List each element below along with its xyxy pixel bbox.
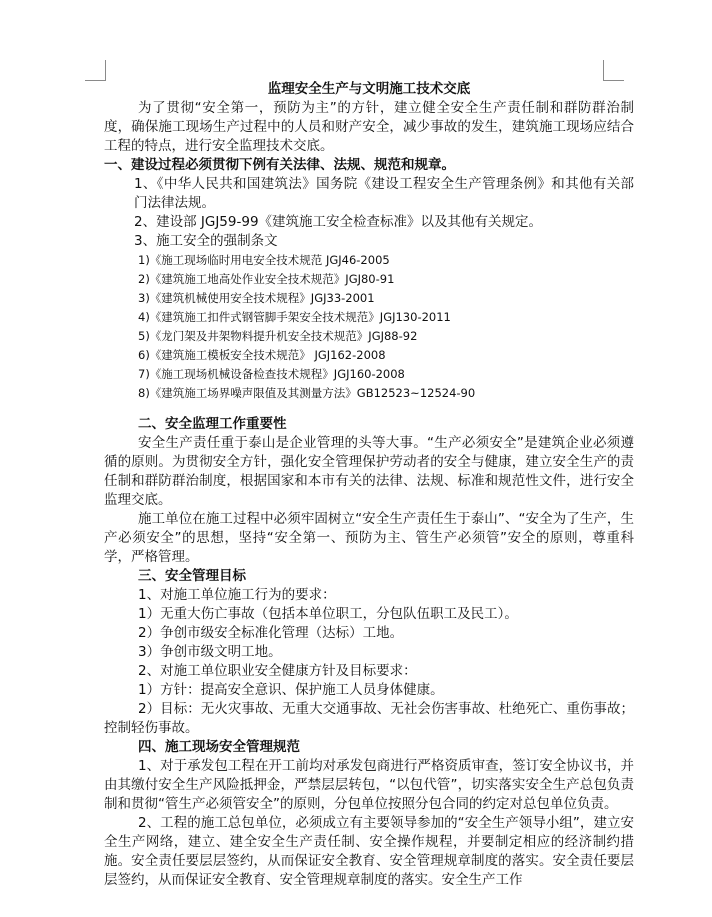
section1-heading: 一、建设过程必须贯彻下例有关法律、法规、规范和规章。 [104,157,455,173]
page-corner-mark-top-right [603,60,624,81]
standard-item: 6)《建筑施工模板安全技术规范》 JGJ162-2008 [138,348,386,362]
section2-heading: 二、安全监理工作重要性 [138,416,287,432]
intro-paragraph: 为了贯彻“安全第一，预防为主”的方针，建立健全安全生产责任制和群防群治制度，确保施工现场生产过程中的人员和财产安全，减少事故的发生，建筑施工现场应结合工程的特点，进行安全监理技术交底。 [104,100,634,154]
section1-paragraph-1: 1、《中华人民共和国建筑法》国务院《建设工程安全生产管理条例》和其他有关部门法律法规。 [134,176,634,211]
page-corner-mark-top-left [85,60,106,81]
section4-paragraph-2: 2、工程的施工总包单位，必须成立有主要领导参加的“安全生产领导小组”，建立安全生产网络，建立、建全安全生产责任制、安全操作规程，并要制定相应的经济制约措施。安全责任要层层签约，从而保证安全教育、安全管理规章制度的落实。安全责任要层层签约，从而保证安全教育、安全管理规章制度的落实。安全生产工作 [104,815,634,888]
standard-item: 8)《建筑施工场界噪声限值及其测量方法》GB12523~12524-90 [138,386,476,400]
document-body [104,80,634,890]
section3-line: 2、对施工单位职业安全健康方针及目标要求： [138,663,417,679]
section2-paragraph-1: 安全生产责任重于泰山是企业管理的头等大事。“生产必须安全”是建筑企业必须遵循的原则。为贯彻安全方针，强化安全管理保护劳动者的安全与健康，建立安全生产的责任制和群防群治制度，根据国家和本市有关的法律、法规、标准和规范性文件，进行安全监理交底。 [104,435,634,508]
standard-item: 5)《龙门架及井架物料提升机安全技术规范》JGJ88-92 [138,329,418,343]
standard-item: 1)《施工现场临时用电安全技术规范 JGJ46-2005 [138,253,390,267]
section3-line: 1）无重大伤亡事故（包括本单位职工，分包队伍职工及民工）。 [138,606,518,622]
standard-item: 2)《建筑施工地高处作业安全技术规范》JGJ80-91 [138,272,395,286]
section3-line: 3）争创市级文明工地。 [138,644,282,660]
section1-paragraph-3: 3、施工安全的强制条文 [134,233,278,249]
section3-line-goal: 2）目标：无火灾事故、无重大交通事故、无社会伤害事故、杜绝死亡、重伤事故；控制轻伤事故。 [104,701,634,736]
document-title: 监理安全生产与文明施工技术交底 [267,81,471,97]
section3-line: 1、对施工单位施工行为的要求： [138,587,336,603]
blank-line [104,403,634,415]
standard-item: 7)《施工现场机械设备检查技术规程》JGJ160-2008 [138,367,405,381]
standard-item: 3)《建筑机械使用安全技术规程》JGJ33-2001 [138,291,375,305]
standard-item: 4)《建筑施工扣件式钢管脚手架安全技术规范》JGJ130-2011 [138,310,451,324]
section3-heading: 三、安全管理目标 [138,568,246,584]
section4-paragraph-1: 1、对于承发包工程在开工前均对承发包商进行严格资质审查，签订安全协议书，并由其缴付安全生产风险抵押金，严禁层层转包，“以包代管”，切实落实安全生产总包负责制和贯彻“管生产必须管安全”的原则，分包单位按照分包合同的约定对总包单位负责。 [104,758,634,812]
section4-heading: 四、施工现场安全管理规范 [138,739,300,755]
section1-paragraph-2: 2、建设部 JGJ59-99《建筑施工安全检查标准》以及其他有关规定。 [134,214,543,230]
section2-paragraph-2: 施工单位在施工过程中必须牢固树立“安全生产责任生于泰山”、“安全为了生产，生产必须安全”的思想，坚持“安全第一、预防为主、管生产必须管”安全的原则，尊重科学，严格管理。 [104,511,634,565]
section3-line: 1）方针：提高安全意识、保护施工人员身体健康。 [138,682,444,698]
section3-line: 2）争创市级安全标准化管理（达标）工地。 [138,625,404,641]
